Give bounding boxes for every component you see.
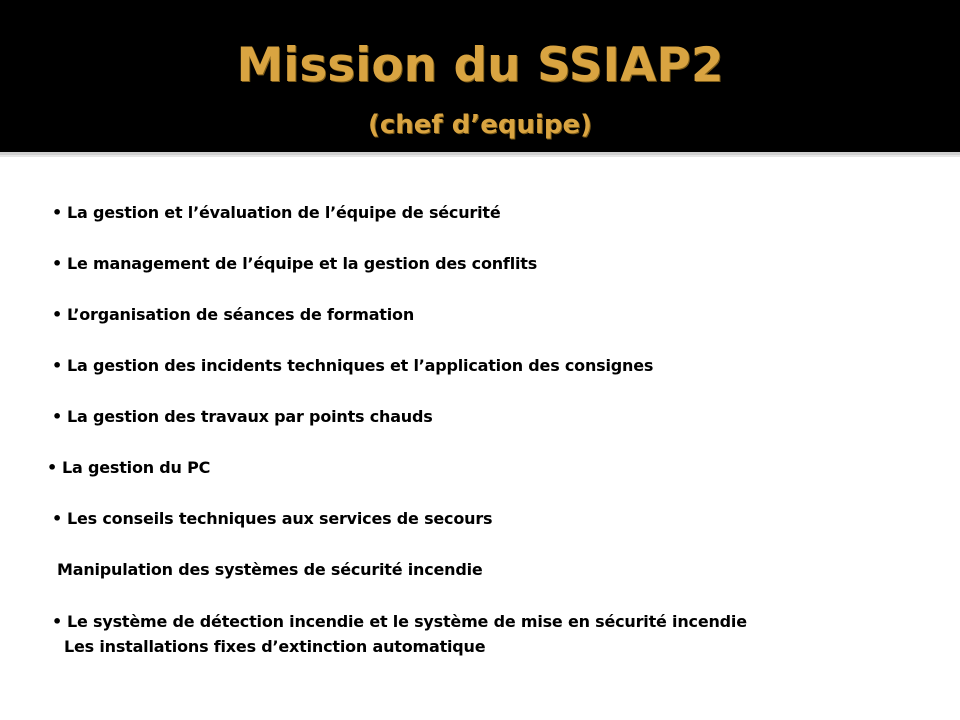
list-item: [52, 355, 653, 377]
list-item-text: Les installations fixes d’extinction automatique: [64, 637, 486, 656]
bullet-icon: •: [52, 305, 63, 324]
list-item-text: Le management de l’équipe et la gestion des conflits: [67, 254, 538, 273]
slide-subtitle: (chef d’equipe): [367, 110, 593, 140]
bullet-icon: •: [52, 509, 63, 528]
list-item: [47, 457, 210, 479]
list-item: [52, 253, 537, 275]
list-heading-text: Manipulation des systèmes de sécurité incendie: [57, 560, 483, 579]
list-heading: [57, 559, 483, 581]
list-item-text: La gestion des incidents techniques et l’application des consignes: [67, 356, 654, 375]
list-item-continuation: [64, 636, 485, 658]
bullet-icon: •: [52, 254, 63, 273]
bullet-icon: •: [52, 356, 63, 375]
list-item: [52, 406, 433, 428]
bullet-icon: •: [52, 407, 63, 426]
list-item-text: L’organisation de séances de formation: [67, 305, 415, 324]
slide-title: Mission du SSIAP2: [236, 38, 724, 93]
list-item-text: Les conseils techniques aux services de secours: [67, 509, 493, 528]
list-item-text: La gestion des travaux par points chauds: [67, 407, 433, 426]
list-item-text: La gestion du PC: [62, 458, 211, 477]
list-item: [52, 202, 500, 224]
list-item-text: Le système de détection incendie et le système de mise en sécurité incendie: [67, 612, 747, 631]
list-item-text: La gestion et l’évaluation de l’équipe de sécurité: [67, 203, 501, 222]
bullet-icon: •: [52, 612, 63, 631]
bullet-icon: •: [52, 203, 63, 222]
list-item: [52, 508, 492, 530]
list-item: [52, 304, 414, 326]
bullet-icon: •: [47, 458, 58, 477]
list-item: [52, 611, 747, 633]
